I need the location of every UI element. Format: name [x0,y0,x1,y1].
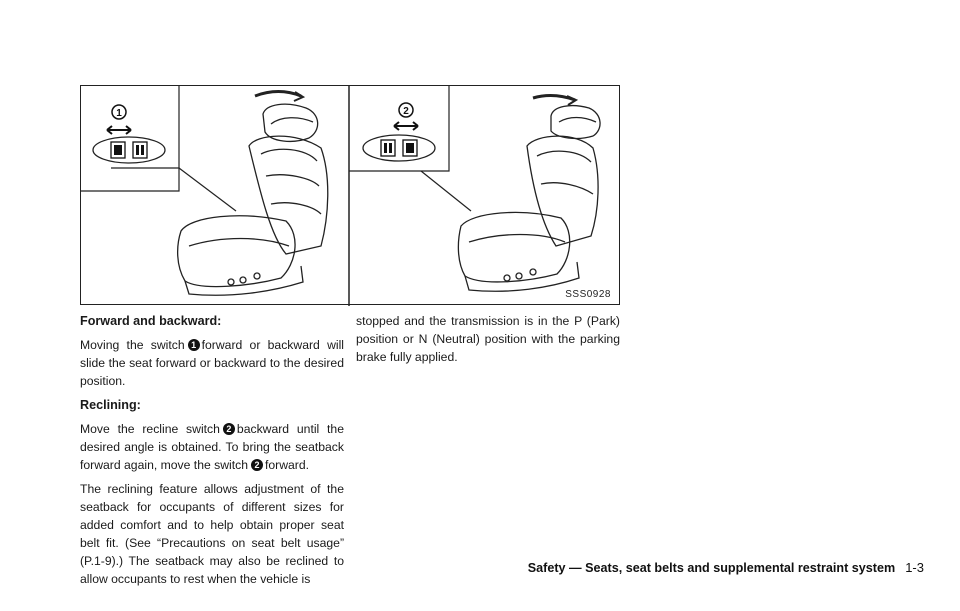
seat-drawing-right [458,96,600,292]
paragraph-reclining-continued: stopped and the transmission is in the P (Park) position or N (Neutral) position with the parking brake fully applied. [356,314,620,364]
callout-marker-1: 1 [188,339,200,351]
page-footer [528,560,924,575]
paragraph-reclining-feature: The reclining feature allows adjustment of the seatback for occupants of different sizes for added comfort and to help obtain proper seat belt fit. (See “Precautions on seat belt usage” (P.1-9).) The seatback may also be reclined to allow occupants to rest when the vehicle is [80,482,344,586]
seat-illustration [81,86,621,306]
text-column-right [356,312,620,372]
callout-1: 1 [116,108,122,119]
heading-reclining: Reclining: [80,398,141,412]
callout-marker-2: 2 [223,423,235,435]
seat-adjustment-figure [80,85,620,305]
callout-2: 2 [403,106,409,117]
heading-forward-backward: Forward and backward: [80,314,222,328]
switch-inset-left [81,86,236,211]
footer-section-title: Safety — Seats, seat belts and supplemental restraint system [527,561,896,575]
paragraph-recline-switch: Move the recline switch 2 backward until the desired angle is obtained. To bring the seatback forward again, move the switch 2 forward. [80,422,344,472]
figure-code: SSS0928 [565,289,611,300]
page-number: 1-3 [905,560,924,575]
paragraph-forward-backward: Moving the switch 1 forward or backward will slide the seat forward or backward to the desired position. [80,338,345,388]
seat-drawing-left [178,92,328,296]
callout-marker-2b: 2 [251,459,263,471]
text-column-left [80,312,344,594]
switch-inset-right [349,86,471,211]
